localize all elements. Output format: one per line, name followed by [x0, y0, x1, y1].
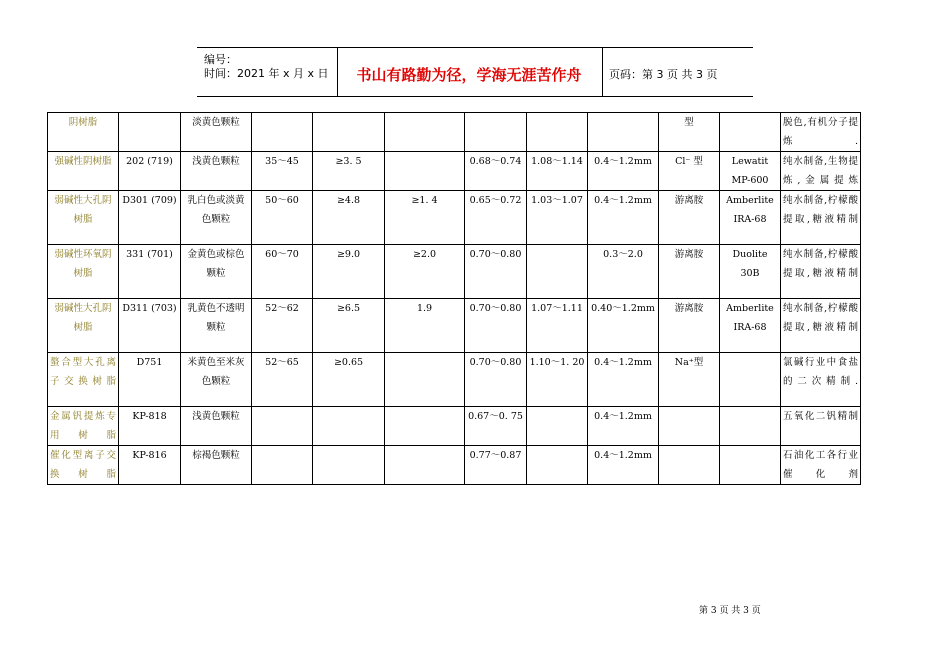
- true-density-cell: 1.03～1.07: [527, 191, 588, 245]
- application-cell: 氯碱行业中食盐的二次精制.: [781, 353, 861, 407]
- appearance-cell: 浅黄色颗粒: [181, 152, 252, 191]
- volume-capacity-cell: [385, 152, 465, 191]
- particle-size-cell: 0.4～1.2mm: [588, 191, 659, 245]
- wet-density-cell: [465, 113, 527, 152]
- exchange-capacity-cell: ≥6.5: [313, 299, 385, 353]
- equivalent-product-cell: Amberlite IRA-68: [720, 299, 781, 353]
- wet-density-cell: 0.70～0.80: [465, 353, 527, 407]
- model-code-cell: KP-816: [119, 446, 181, 485]
- particle-size-cell: [588, 113, 659, 152]
- resin-name-cell: 螯合型大孔离子交换树脂: [48, 353, 119, 407]
- model-code-cell: KP-818: [119, 407, 181, 446]
- water-content-cell: 35～45: [252, 152, 313, 191]
- wet-density-cell: 0.65～0.72: [465, 191, 527, 245]
- water-content-cell: [252, 407, 313, 446]
- table-row: [48, 191, 861, 245]
- true-density-cell: 1.08～1.14: [527, 152, 588, 191]
- particle-size-cell: 0.3～2.0: [588, 245, 659, 299]
- table-row: [48, 407, 861, 446]
- model-code-cell: [119, 113, 181, 152]
- ionic-form-cell: 型: [659, 113, 720, 152]
- document-code-label: 编号：: [204, 53, 237, 66]
- water-content-cell: 52～62: [252, 299, 313, 353]
- true-density-cell: [527, 245, 588, 299]
- table-row: [48, 152, 861, 191]
- equivalent-product-cell: Duolite 30B: [720, 245, 781, 299]
- equivalent-product-cell: [720, 446, 781, 485]
- appearance-cell: 棕褐色颗粒: [181, 446, 252, 485]
- particle-size-cell: 0.4～1.2mm: [588, 407, 659, 446]
- model-code-cell: D751: [119, 353, 181, 407]
- water-content-cell: [252, 446, 313, 485]
- resin-name-cell: 弱碱性大孔阴树脂: [48, 299, 119, 353]
- appearance-cell: 浅黄色颗粒: [181, 407, 252, 446]
- true-density-cell: [527, 407, 588, 446]
- model-code-cell: D301 (709): [119, 191, 181, 245]
- document-time-label: 时间：2021 年 x 月 x 日: [204, 67, 329, 80]
- header-motto: 书山有路勤为径，学海无涯苦作舟: [356, 66, 582, 84]
- ionic-form-cell: 游离胺: [659, 299, 720, 353]
- page-footer: 第 3 页 共 3 页: [699, 606, 761, 616]
- resin-spec-table: [47, 112, 861, 485]
- model-code-cell: 202 (719): [119, 152, 181, 191]
- equivalent-product-cell: [720, 113, 781, 152]
- application-cell: 纯水制备,生物提炼,金属提炼: [781, 152, 861, 191]
- particle-size-cell: 0.4～1.2mm: [588, 353, 659, 407]
- appearance-cell: 乳白色或淡黄色颗粒: [181, 191, 252, 245]
- page-header: [197, 47, 753, 97]
- exchange-capacity-cell: ≥3. 5: [313, 152, 385, 191]
- ionic-form-cell: 游离胺: [659, 245, 720, 299]
- true-density-cell: 1.10～1. 20: [527, 353, 588, 407]
- volume-capacity-cell: ≥1. 4: [385, 191, 465, 245]
- resin-name-cell: 催化型离子交换树脂: [48, 446, 119, 485]
- application-cell: 石油化工各行业催化剂: [781, 446, 861, 485]
- particle-size-cell: 0.4～1.2mm: [588, 152, 659, 191]
- application-cell: 脱色,有机分子提炼.: [781, 113, 861, 152]
- table-row: [48, 353, 861, 407]
- resin-name-cell: 阴树脂: [48, 113, 119, 152]
- equivalent-product-cell: [720, 353, 781, 407]
- wet-density-cell: 0.67～0. 75: [465, 407, 527, 446]
- appearance-cell: 金黄色或棕色颗粒: [181, 245, 252, 299]
- table-row: [48, 245, 861, 299]
- equivalent-product-cell: Lewatit MP-600: [720, 152, 781, 191]
- volume-capacity-cell: [385, 407, 465, 446]
- water-content-cell: 52～65: [252, 353, 313, 407]
- true-density-cell: 1.07～1.11: [527, 299, 588, 353]
- ionic-form-cell: 游离胺: [659, 191, 720, 245]
- true-density-cell: [527, 446, 588, 485]
- exchange-capacity-cell: ≥0.65: [313, 353, 385, 407]
- appearance-cell: 淡黄色颗粒: [181, 113, 252, 152]
- application-cell: 纯水制备,柠檬酸提取,糖液精制: [781, 245, 861, 299]
- exchange-capacity-cell: [313, 446, 385, 485]
- wet-density-cell: 0.68～0.74: [465, 152, 527, 191]
- equivalent-product-cell: Amberlite IRA-68: [720, 191, 781, 245]
- table-row: [48, 446, 861, 485]
- appearance-cell: 乳黄色不透明颗粒: [181, 299, 252, 353]
- table-row: [48, 299, 861, 353]
- application-cell: 五氧化二钒精制: [781, 407, 861, 446]
- exchange-capacity-cell: [313, 407, 385, 446]
- particle-size-cell: 0.4～1.2mm: [588, 446, 659, 485]
- volume-capacity-cell: [385, 353, 465, 407]
- water-content-cell: 60～70: [252, 245, 313, 299]
- header-divider: [337, 48, 338, 96]
- volume-capacity-cell: 1.9: [385, 299, 465, 353]
- particle-size-cell: 0.40～1.2mm: [588, 299, 659, 353]
- wet-density-cell: 0.70～0.80: [465, 299, 527, 353]
- header-divider: [602, 48, 603, 96]
- page-number-label: 页码：第 3 页 共 3 页: [609, 68, 718, 81]
- appearance-cell: 米黄色至米灰色颗粒: [181, 353, 252, 407]
- ionic-form-cell: Cl⁻ 型: [659, 152, 720, 191]
- model-code-cell: D311 (703): [119, 299, 181, 353]
- ionic-form-cell: [659, 446, 720, 485]
- wet-density-cell: 0.77～0.87: [465, 446, 527, 485]
- volume-capacity-cell: ≥2.0: [385, 245, 465, 299]
- water-content-cell: [252, 113, 313, 152]
- resin-name-cell: 强碱性阴树脂: [48, 152, 119, 191]
- application-cell: 纯水制备,柠檬酸提取,糖液精制: [781, 191, 861, 245]
- ionic-form-cell: [659, 407, 720, 446]
- resin-name-cell: 弱碱性环氧阴树脂: [48, 245, 119, 299]
- resin-name-cell: 金属钒提炼专用树脂: [48, 407, 119, 446]
- exchange-capacity-cell: ≥9.0: [313, 245, 385, 299]
- volume-capacity-cell: [385, 446, 465, 485]
- table-row: [48, 113, 861, 152]
- ionic-form-cell: Na⁺型: [659, 353, 720, 407]
- exchange-capacity-cell: [313, 113, 385, 152]
- equivalent-product-cell: [720, 407, 781, 446]
- application-cell: 纯水制备,柠檬酸提取,糖液精制: [781, 299, 861, 353]
- model-code-cell: 331 (701): [119, 245, 181, 299]
- resin-name-cell: 弱碱性大孔阴树脂: [48, 191, 119, 245]
- wet-density-cell: 0.70～0.80: [465, 245, 527, 299]
- volume-capacity-cell: [385, 113, 465, 152]
- true-density-cell: [527, 113, 588, 152]
- water-content-cell: 50～60: [252, 191, 313, 245]
- exchange-capacity-cell: ≥4.8: [313, 191, 385, 245]
